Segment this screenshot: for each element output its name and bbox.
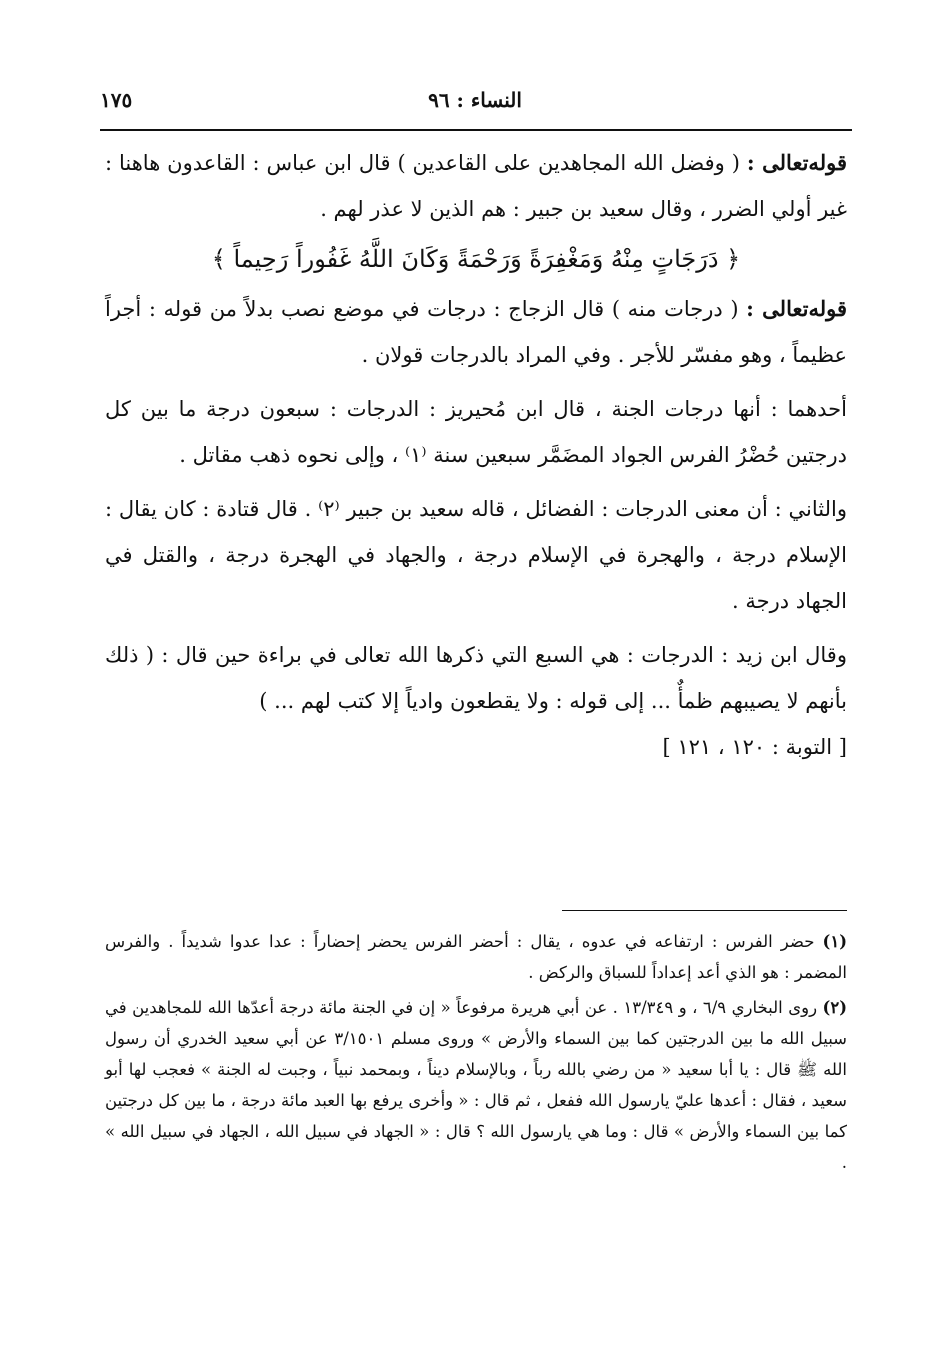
paragraph-lead: قوله‌تعالى : — [746, 150, 847, 175]
paragraph-2 — [105, 286, 847, 378]
running-header — [100, 88, 850, 122]
footnote-2 — [105, 992, 847, 1178]
page-number: ١٧٥ — [100, 88, 133, 112]
paragraph-lead: قوله‌تعالى : — [746, 296, 847, 321]
quran-verse: ﴿ دَرَجَاتٍ مِنْهُ وَمَغْفِرَةً وَرَحْمَةً وَكَانَ اللَّهُ غَفُوراً رَحِيماً ﴾ — [211, 245, 741, 273]
main-text — [105, 140, 847, 770]
footnotes — [105, 926, 847, 1182]
paragraph-text: وقال ابن زيد : الدرجات : هي السبع التي ذكرها الله تعالى في براءة حين قال : ( ذلك بأنهم لا يصيبهم ظمأٌ ... إلى قوله : ولا يقطعون وادياً إلا كتب لهم ... ) — [105, 643, 847, 713]
footnote-rule — [562, 910, 847, 911]
header-rule — [100, 129, 852, 131]
footnote-text: روى البخاري ٦/٩ ، و ١٣/٣٤٩ . عن أبي هريرة مرفوعاً « إن في الجنة مائة درجة أعدّها الله للمجاهدين في سبيل الله ما بين الدرجتين كما بين السماء والأرض » وروى مسلم ٣/١٥٠١ عن أبي سعيد الخدري أن رسول الله ﷺ قال : يا أبا سعيد « من رضي بالله رباً ، وبالإسلام ديناً ، وبمحمد نبياً ، وجبت له الجنة » فعجب لها أبو سعيد ، فقال : أعدها عليّ يارسول الله ففعل ، ثم قال : « وأخرى يرفع بها العبد مائة درجة ، ما بين كل درجتين كما بين السماء والأرض » قال : وما هي يارسول الله ؟ قال : « الجهاد في سبيل الله ، الجهاد في سبيل الله » . — [105, 998, 847, 1172]
footnote-text: حضر الفرس : ارتفاعه في عدوه ، يقال : أحضر الفرس يحضر إحضاراً : عدا عدوا شديداً . والفرس المضمر : هو الذي أعد إعداداً للسباق والركض . — [105, 932, 847, 982]
footnote-number: (٢) — [822, 998, 848, 1017]
paragraph-text: ( وفضل الله المجاهدين على القاعدين ) قال ابن عباس : القاعدون هاهنا : غير أولي الضرر ، وقال سعيد بن جبير : هم الذين لا عذر لهم . — [105, 151, 847, 221]
paragraph-1 — [105, 140, 847, 232]
footnote-1 — [105, 926, 847, 988]
verse-reference: [ التوبة : ١٢٠ ، ١٢١ ] — [662, 735, 847, 759]
paragraph-5 — [105, 632, 847, 770]
paragraph-text: ( درجات منه ) قال الزجاج : درجات في موضع نصب بدلاً من قوله : أجراً عظيماً ، وهو مفسّر للأجر . وفي المراد بالدرجات قولان . — [105, 297, 847, 367]
paragraph-3: أحدهما : أنها درجات الجنة ، قال ابن مُحيريز : الدرجات : سبعون درجة ما بين كل درجتين حُضْرُ الفرس الجواد المضَمَّر سبعين سنة ⁽١⁾ ، وإلى نحوه ذهب مقاتل . — [105, 397, 847, 467]
paragraph-4: والثاني : أن معنى الدرجات : الفضائل ، قاله سعيد بن جبير ⁽٢⁾ . قال قتادة : كان يقال : الإسلام درجة ، والهجرة في الإسلام درجة ، والجهاد في الهجرة درجة ، والقتل في الجهاد درجة . — [105, 497, 847, 613]
footnote-number: (١) — [822, 932, 847, 951]
chapter-verse-header: النساء : ٩٦ — [428, 88, 522, 112]
